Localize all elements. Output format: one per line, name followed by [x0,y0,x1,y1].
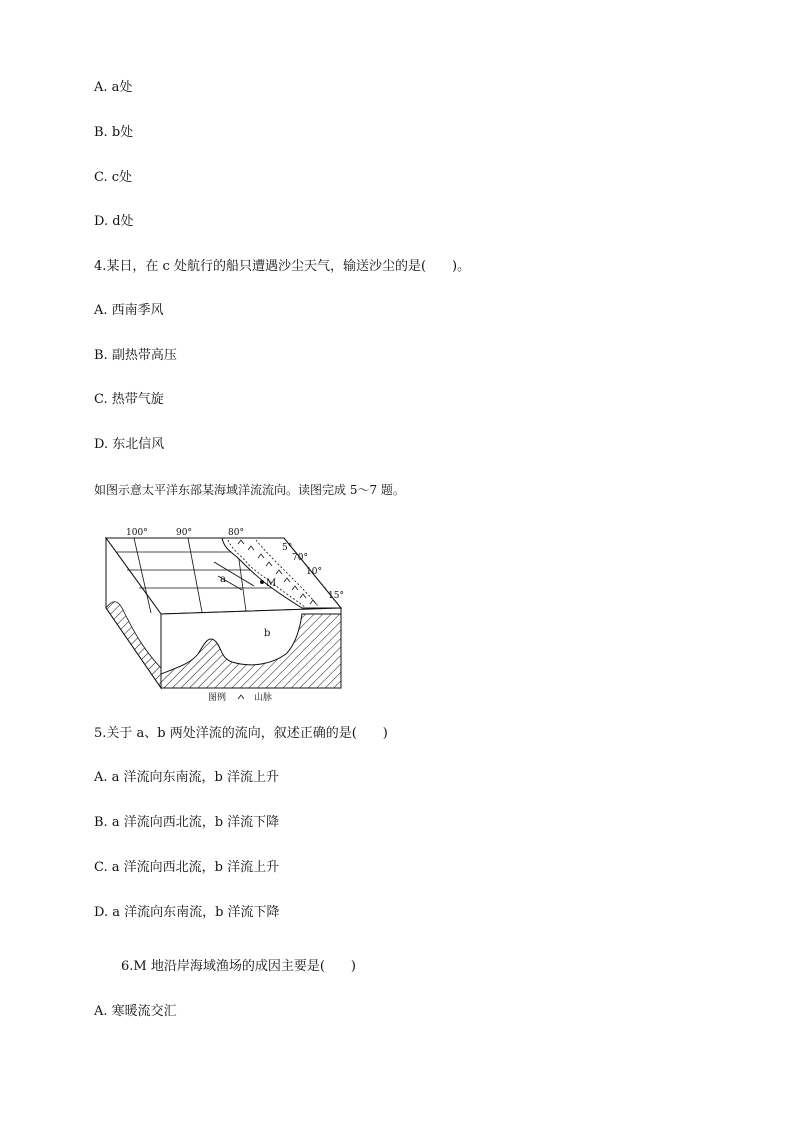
lat-label-15: 15° [328,591,344,601]
option-q4-c: C. 热带气旋 [94,392,164,407]
option-q5-c: C. a 洋流向西北流，b 洋流上升 [94,860,280,875]
lon-label-80: 80° [228,528,244,538]
option-q3-c: C. c处 [94,170,133,185]
option-q3-b: B. b处 [94,125,134,140]
lon-label-70: 70° [292,553,308,563]
option-q5-a: A. a 洋流向东南流，b 洋流上升 [94,770,279,785]
legend-prefix: 图例 [208,693,227,703]
option-q3-a: A. a处 [94,80,133,95]
lat-label-10: 10° [306,567,322,577]
question-4-stem: 4.某日，在 c 处航行的船只遭遇沙尘天气，输送沙尘的是( )。 [94,259,471,274]
option-q4-d: D. 东北信风 [94,437,165,452]
legend-label: 山脉 [254,693,273,703]
figure-intro: 如图示意太平洋东部某海域洋流流向。读图完成 5～7 题。 [94,483,405,497]
option-q5-d: D. a 洋流向东南流，b 洋流下降 [94,905,280,920]
option-q4-a: A. 西南季风 [94,303,164,318]
option-q4-b: B. 副热带高压 [94,348,177,363]
label-m: M [266,578,277,589]
mountain-legend-icon [238,695,244,699]
option-q5-b: B. a 洋流向西北流，b 洋流下降 [94,815,280,830]
label-a: a [220,574,226,585]
label-b: b [264,628,271,639]
lat-label-5: 5° [282,543,293,553]
option-q6-a: A. 寒暖流交汇 [94,1004,177,1019]
option-q3-d: D. d处 [94,214,134,229]
question-5-stem: 5.关于 a、b 两处洋流的流向，叙述正确的是( ) [94,726,388,741]
block-diagram [96,518,366,706]
point-m [260,580,264,584]
ocean-current-figure [96,518,366,706]
lon-label-100: 100° [126,528,148,538]
question-6-stem: 6.M 地沿岸海域渔场的成因主要是( ) [121,959,356,974]
lon-label-90: 90° [176,528,192,538]
